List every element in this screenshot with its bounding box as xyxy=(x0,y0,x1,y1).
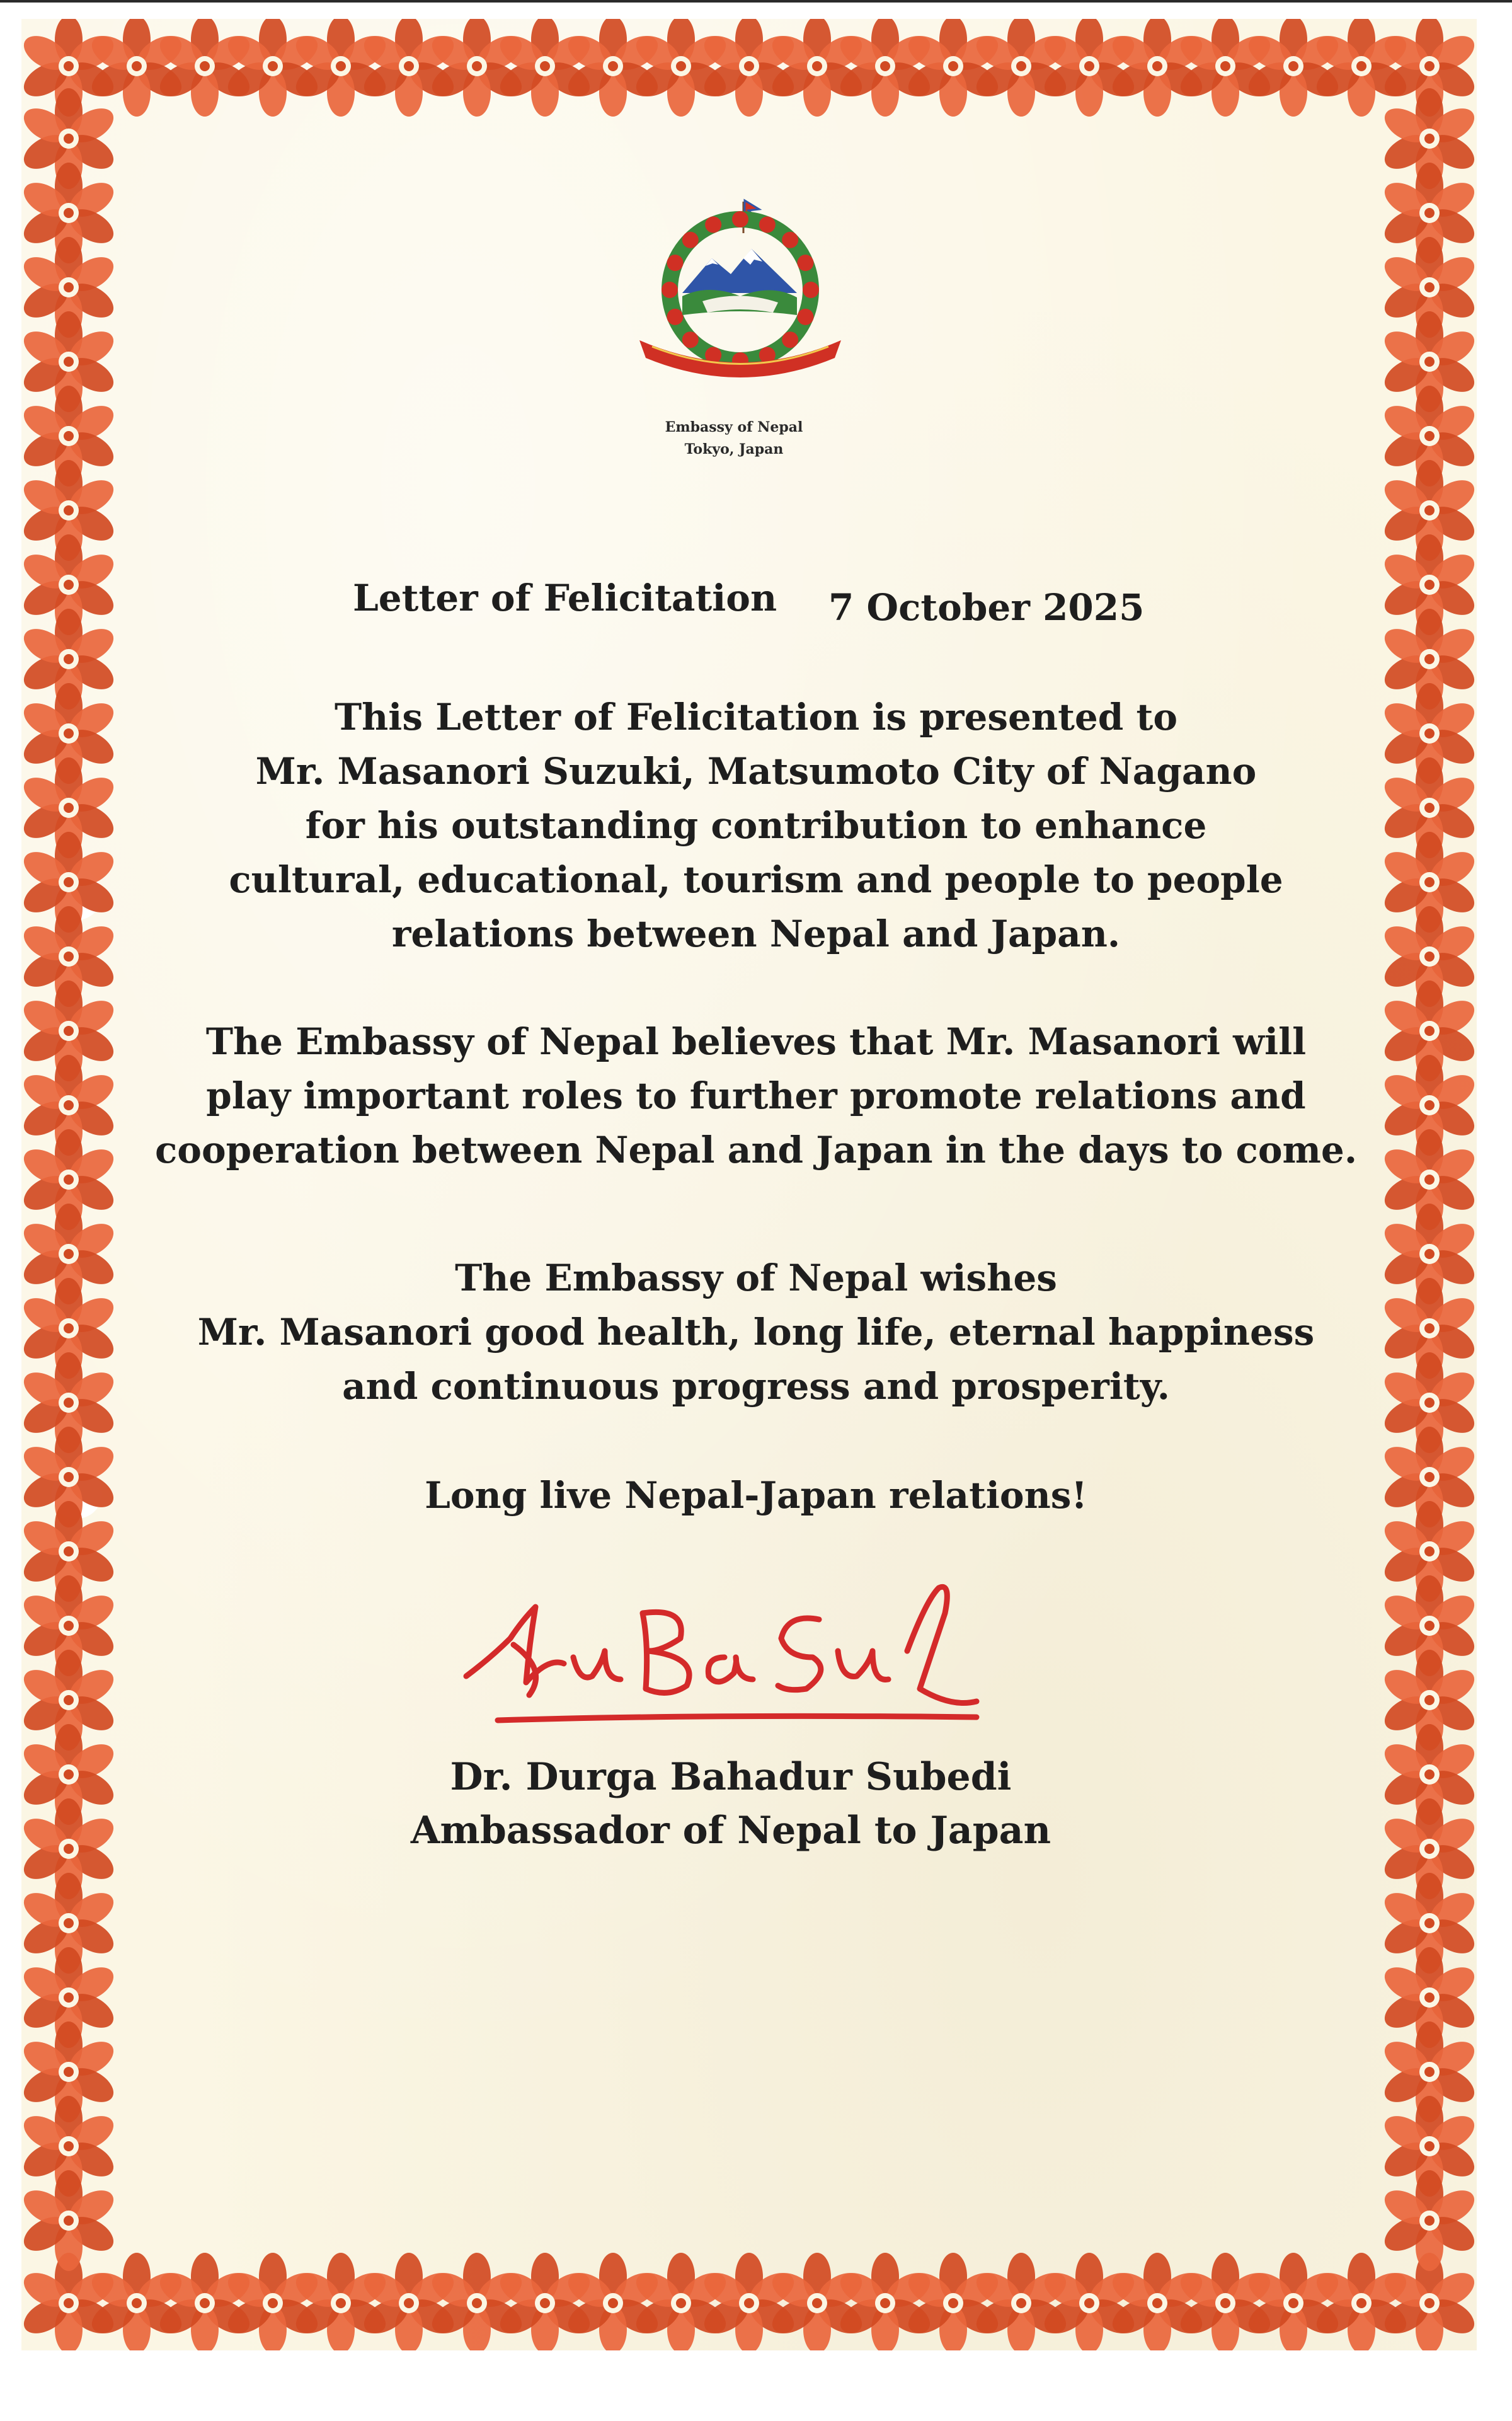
paragraph-line: play important roles to further promote relations and xyxy=(206,1074,1306,1117)
rhododendron-flower-icon xyxy=(495,19,596,117)
rhododendron-flower-icon xyxy=(86,19,188,117)
paragraph-line: relations between Nepal and Japan. xyxy=(391,912,1121,955)
paragraph-line: and continuous progress and prosperity. xyxy=(342,1365,1170,1408)
paragraph-line: Mr. Masanori good health, long life, eternal happiness xyxy=(197,1311,1315,1354)
wreath-flower xyxy=(667,309,684,325)
nepal-coat-of-arms-icon xyxy=(608,189,873,397)
rhododendron-flower-icon xyxy=(358,2253,460,2350)
wreath-flower xyxy=(797,309,813,325)
belief-paragraph xyxy=(139,1015,1373,1177)
rhododendron-flower-icon xyxy=(154,19,256,117)
wreath-flower xyxy=(797,255,813,271)
rhododendron-flower-icon xyxy=(222,2253,324,2350)
rhododendron-flower-icon xyxy=(290,2253,392,2350)
embassy-location: Tokyo, Japan xyxy=(684,441,784,457)
rhododendron-flower-icon xyxy=(1379,2170,1477,2271)
presentation-paragraph xyxy=(139,690,1373,961)
rhododendron-flower-icon xyxy=(699,2253,800,2350)
paragraph-line: Mr. Masanori Suzuki, Matsumoto City of Nagano xyxy=(255,750,1257,793)
letter-title: Letter of Felicitation xyxy=(353,577,777,619)
wreath-flower xyxy=(782,232,798,248)
paragraph-line: The Embassy of Nepal believes that Mr. Masanori will xyxy=(205,1020,1307,1063)
rhododendron-flower-icon xyxy=(1039,2253,1140,2350)
signatory-position: Ambassador of Nepal to Japan xyxy=(410,1809,1051,1853)
signatory-name: Dr. Durga Bahadur Subedi xyxy=(450,1755,1012,1799)
rhododendron-flower-icon xyxy=(427,2253,528,2350)
rhododendron-flower-icon xyxy=(1107,19,1208,117)
paragraph-line: Long live Nepal-Japan relations! xyxy=(425,1474,1087,1517)
wreath-flower xyxy=(682,232,699,248)
paragraph-line: cultural, educational, tourism and people to people xyxy=(229,858,1283,901)
rhododendron-flower-icon xyxy=(1107,2253,1208,2350)
wreath-flower xyxy=(782,331,798,348)
wishes-paragraph xyxy=(139,1251,1373,1413)
paragraph-line: cooperation between Nepal and Japan in the days to come. xyxy=(154,1129,1358,1171)
rhododendron-flower-icon xyxy=(563,19,664,117)
rhododendron-flower-icon xyxy=(767,19,868,117)
rhododendron-flower-icon xyxy=(767,2253,868,2350)
rhododendron-flower-icon xyxy=(631,2253,732,2350)
rhododendron-flower-icon xyxy=(903,2253,1004,2350)
wreath-flower xyxy=(705,217,721,233)
rhododendron-flower-icon xyxy=(86,2253,188,2350)
rhododendron-flower-icon xyxy=(1311,2253,1412,2350)
rhododendron-flower-icon xyxy=(222,19,324,117)
rhododendron-flower-icon xyxy=(1243,2253,1344,2350)
scan-edge-line xyxy=(0,0,1512,3)
wreath-flower xyxy=(667,255,684,271)
rhododendron-flower-icon xyxy=(21,2170,119,2271)
paragraph-line: The Embassy of Nepal wishes xyxy=(455,1257,1057,1299)
wreath-flower xyxy=(759,217,776,233)
closing-paragraph xyxy=(139,1468,1373,1522)
embassy-name: Embassy of Nepal xyxy=(665,419,803,435)
rhododendron-flower-icon xyxy=(563,2253,664,2350)
handwritten-signature xyxy=(454,1563,1008,1752)
rhododendron-flower-icon xyxy=(1175,19,1276,117)
rhododendron-flower-icon xyxy=(971,2253,1072,2350)
rhododendron-flower-icon xyxy=(1311,19,1412,117)
rhododendron-flower-icon xyxy=(631,19,732,117)
rhododendron-flower-icon xyxy=(1175,2253,1276,2350)
rhododendron-flower-icon xyxy=(427,19,528,117)
rhododendron-flower-icon xyxy=(154,2253,256,2350)
rhododendron-flower-icon xyxy=(971,19,1072,117)
wreath-flower xyxy=(682,331,699,348)
rhododendron-flower-icon xyxy=(290,19,392,117)
wreath-flower xyxy=(732,211,748,227)
rhododendron-flower-icon xyxy=(699,19,800,117)
rhododendron-flower-icon xyxy=(495,2253,596,2350)
rhododendron-flower-icon xyxy=(835,19,936,117)
rhododendron-flower-icon xyxy=(835,2253,936,2350)
rhododendron-flower-icon xyxy=(1039,19,1140,117)
letter-date: 7 October 2025 xyxy=(828,586,1145,629)
wreath-flower xyxy=(662,282,678,298)
rhododendron-flower-icon xyxy=(903,19,1004,117)
rhododendron-flower-icon xyxy=(1243,19,1344,117)
rhododendron-flower-icon xyxy=(358,19,460,117)
wreath-flower xyxy=(803,282,819,298)
paragraph-line: for his outstanding contribution to enhance xyxy=(305,804,1207,847)
paragraph-line: This Letter of Felicitation is presented to xyxy=(334,696,1178,739)
